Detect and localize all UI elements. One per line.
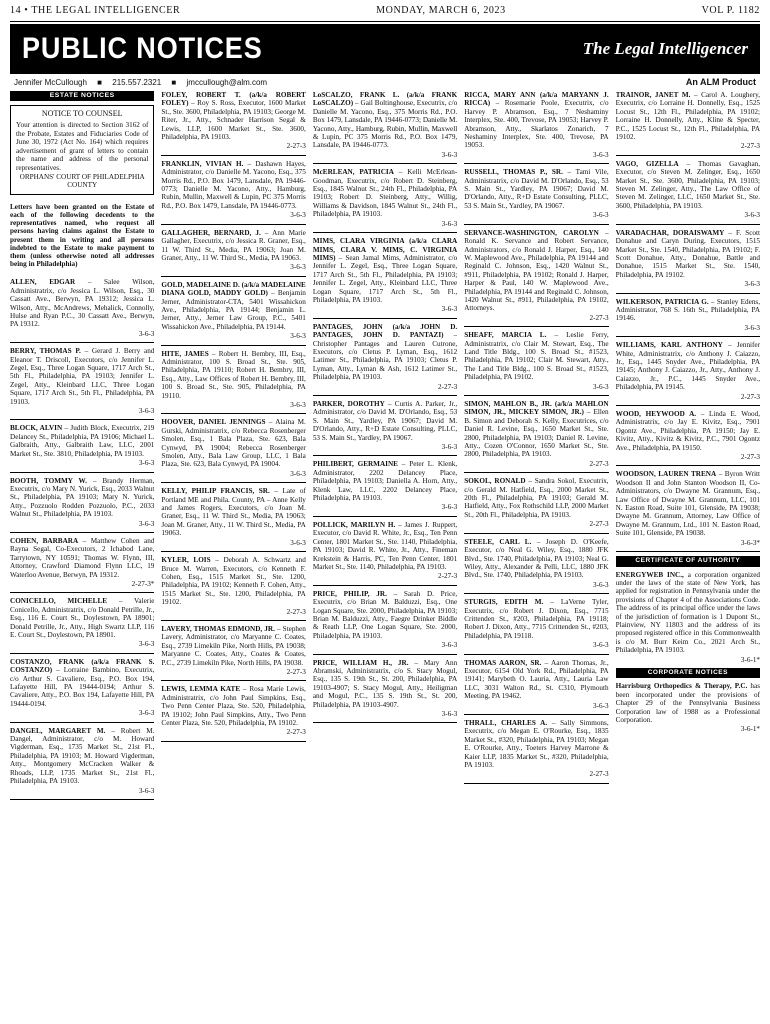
estate-entry <box>313 168 457 228</box>
estate-entry <box>313 659 457 719</box>
estate-entry <box>616 298 760 333</box>
contact-email[interactable]: jmccullough@alm.com <box>186 77 268 87</box>
entry-name: FRANKLIN, VIVIAN H. <box>161 159 244 168</box>
estate-entry <box>161 625 305 676</box>
entry-text: – Thomas Gavaghan, Executor, c/o Steven M. Zelinger, Esq., 1650 Market St., Ste. 3600, Philadelphia, PA 19103; Steven M. Zelinger, Atty., The Law Office of Steven M. Zelinger, LLC, 1650 Market St., Ste. 3600, Philadelphia, PA 19103. <box>615 159 760 210</box>
phone-icon: ■ <box>97 77 103 87</box>
entry-text: – Benjamin Jerner, Administrator-CTA, 5401 Wissahickon Ave., Philadelphia, PA 19144; Benjamin L. Jerner, Atty., Jerner Law Group, P.C., 5401 Wissahickon Ave., Philadelphia, PA 19144. <box>161 289 306 331</box>
entry-code: 2-27-3 <box>286 142 306 151</box>
entry-text: – Matthew Cohen and Rayna Segal, Co-Executors, 2 Ichabod Lane, Tarrytown, NY 10591; Thomas W. Flynn, III, Attorney, Crawford Diamond Flynn LLC, 19 Waterloo Avenue, Berwyn, PA 19312. <box>10 536 155 579</box>
entry-text: – Jennifer White, Administratrix, c/o Anthony J. Caiazzo, Jr., Esq., 1445 Snyder Ave., Philadelphia, PA 19145; Anthony J. Caiazzo, Jr., Atty., Anthony J. Caiazzo, Jr., P.C., 1445 Snyder Ave., Philadelphia, PA 19145. <box>615 341 760 392</box>
entry-code: 3-6-3 <box>593 580 609 589</box>
estate-entry <box>161 160 305 220</box>
entry-text: has been incorporated under the provisions of Chapter 29 of the Pennsylvania Business Corporation law of 1988 as a Professional Corporation. <box>615 682 760 724</box>
estate-entry <box>616 160 760 220</box>
entry-text: – Deborah A. Schwartz and Bruce M. Warren, Executors, c/o Kenneth F. Cohen, Esq., 1515 Market St., Ste. 1200, Philadelphia, PA 19102; Kenneth F. Cohen, Atty., 1515 Market St., Ste. 1200, Philadelphia, PA 19102. <box>161 556 306 607</box>
estate-entry <box>10 597 154 648</box>
entry-name: PRICE, WILLIAM H., JR. <box>312 658 409 667</box>
entry-divider <box>161 482 305 483</box>
entry-text: – Robert H. Bembry, III, Esq., Administrator, 100 S. Broad St., Ste. 905, Philadelphia, PA 19110; Robert H. Bembry, III, Esq., Atty., Law Offices of Robert H. Bembry, III, 100 S. Broad St., Ste. 905, Philadelphia, PA 19110. <box>161 349 306 400</box>
entry-text: – Valerie Conicello, Administratrix, c/o Donald Petrille, Jr., Esq., 116 E. Court St., Doylestown, PA 18901; Donald Petrille, Jr., Atty., High Swartz LLP, 116 E. Court St., Doylestown, PA 18901. <box>10 597 155 639</box>
entry-divider <box>10 653 154 654</box>
entry-name: PARKER, DOROTHY <box>312 400 385 408</box>
entry-divider <box>161 620 305 621</box>
entry-text: – Salee Wilson, Administratrix, c/o Jessica L. Wilson, Esq., 30 Cassatt Ave., Berwyn, PA 19312; Jessica L. Wilson, Atty., McAndrews, Mehalick, Connolly, Hulse and Ryan P.C., 30 Cassatt Ave., Berwyn, PA 19312. <box>10 278 155 329</box>
entry-divider <box>313 232 457 233</box>
estate-entry <box>464 400 608 468</box>
entry-code: 2-27-3 <box>589 459 609 468</box>
entry-name: HITE, JAMES <box>161 349 209 358</box>
entry-name: SOKOL, RONALD <box>464 477 526 486</box>
estate-entry <box>10 424 154 467</box>
entry-text: – LaVerne Tyler, Executrix, c/o Robert J. Dixon, Esq., 7715 Crittenden St., #203, Philadelphia, PA 19118; Robert J. Dixon, Atty., 7715 Crittenden St., #203, Philadelphia, PA 19118. <box>464 598 609 640</box>
entry-code: 2-27-3 <box>286 607 306 616</box>
entry-code: 3-6-3 <box>290 211 306 220</box>
entry-text: – Rosemarie Poole, Executrix, c/o Harvey P. Abramson, Esq., 7 Neshaminy Interplex, Ste. 400, Trevose, PA 19053; Harvey P. Abramson, Atty., Skarlatos Zonarich, 7 Neshaminy Interplex, Ste. 400, Trevose, PA 19053. <box>464 99 609 150</box>
entry-name: GALLAGHER, BERNARD, J. <box>161 228 261 237</box>
entry-divider <box>313 722 457 723</box>
entry-divider <box>10 592 154 593</box>
estate-entries <box>464 91 608 784</box>
entry-divider <box>464 783 608 784</box>
section-banner <box>10 24 760 74</box>
entry-divider <box>464 163 608 164</box>
estate-entry <box>616 91 760 151</box>
entry-divider <box>464 593 608 594</box>
column-4 <box>464 91 608 1021</box>
contact-bar <box>10 74 760 90</box>
estate-entry <box>464 331 608 391</box>
entry-name: Harrisburg Orthopedics & Therapy, P.C. <box>615 682 748 691</box>
entry-text: – Gerard J. Berry and Eleanor T. Driscoll, Executors, c/o Jennifer L. Zegel, Esq., Three Logan Square, 1717 Arch St., 5th Fl., Philadelphia, PA 19103; Jennifer L. Zegel, Atty., Kleinbard LLC, Three Logan Square, 1717 Arch St., 5th Fl., Philadelphia, PA 19103. <box>10 347 155 406</box>
entry-code: 3-6-3 <box>290 332 306 341</box>
estate-entry <box>10 727 154 795</box>
estate-entries <box>616 91 760 552</box>
entry-divider <box>161 741 305 742</box>
entry-divider <box>10 722 154 723</box>
entry-code: 2-27-3 <box>589 770 609 779</box>
entry-text: – Christopher Pantages and Lauren Cutrone, Executors, c/o Cletus P. Lyman, Esq., 1612 Latimer St., Philadelphia, PA 19103; Cletus P. Lyman, Atty., Lyman & Ash, 1612 Latimer St., Philadelphia, PA 19103. <box>312 331 458 382</box>
entry-name: ENERGYWEB INC., <box>615 570 684 579</box>
estate-intro: Letters have been granted on the Estate of each of the following decedents to the representatives named, who request all persons having claims against the Estate to present them in writing and all persons indebted to the Estate to make payment to them (unless otherwise noted all addresses being in Philadelphia) <box>10 202 155 269</box>
entry-code: 2-27-3 <box>589 520 609 529</box>
entry-name: PRICE, PHILIP, JR. <box>312 589 387 598</box>
entry-divider <box>464 224 608 225</box>
entry-code: 3-6-3 <box>744 280 760 289</box>
entry-divider <box>464 533 608 534</box>
entry-divider <box>313 395 457 396</box>
estate-entry <box>464 659 608 710</box>
entry-divider <box>616 155 760 156</box>
estate-entry <box>464 91 608 159</box>
entry-divider <box>161 413 305 414</box>
entry-divider <box>161 345 305 346</box>
estate-entry <box>464 598 608 649</box>
entry-text: – Sandra Sokol, Executrix, c/o Gerald M. Hatfield, Esq., 2000 Market St., 20th Fl., Philadelphia, PA 19103; Gerald M. Hatfield, Atty., Fox Rothschild LLP, 2000 Market St., 20th Fl., Philadelphia, PA 19103. <box>464 477 609 519</box>
entry-name: GOLD, MADELAINE D. (a/k/a MADELAINE DIANA GOLD, MADDY GOLD) <box>161 280 306 298</box>
certificate-of-authority-heading: CERTIFICATE OF AUTHORITY <box>616 556 760 566</box>
entry-name: FOLEY, ROBERT T. (a/k/a ROBERT FOLEY) <box>161 91 306 108</box>
entry-name: KYLER, LOIS <box>161 556 211 565</box>
notice-text: Your attention is directed to Section 3162 of the Probate, Estates and Fiduciaries Code of June 30, 1972 (Act No. 164) which requires advertisement of grant of letters to contain the name and address of the personal representatives. <box>16 121 149 172</box>
entry-code: 3-6-3 <box>441 219 458 228</box>
entry-code: 2-27-3 <box>740 142 760 151</box>
entry-divider <box>313 516 457 517</box>
estate-entry <box>161 418 305 478</box>
entry-name: VAGO, GIZELLA <box>615 159 679 168</box>
entry-name: HOOVER, DANIEL JENNINGS <box>161 418 266 427</box>
entry-code: 3-6-1* <box>740 725 760 734</box>
entry-divider <box>10 799 154 800</box>
entry-code: 3-6-3 <box>290 538 306 547</box>
page-header <box>10 0 760 22</box>
publication-logo: The Legal Intelligencer <box>582 39 748 58</box>
entry-text: – Dashawn Hayes, Administrator, c/o Danielle M. Yacono, Esq., 375 Morris Rd., P.O. Box 1479, Lansdale, PA 19446-0773; Danielle M. Yacono, Atty., Hamburg, Rubin, Mullin, Maxwell & Lupin, PC 375 Morris Rd., P.O. Box 1479, Lansdale, PA 19446-0773. <box>161 159 306 210</box>
estate-entry <box>464 168 608 219</box>
entry-text: – Sally Simmons, Executrix, c/o Megan E. O'Rourke, Esq., 1835 Market St., #320, Philadelphia, PA 19103; Megan E. O'Rourke, Atty., Toeters Harvey Marrone & Kaier LLP, 1835 Market St., #320, Philadelphia, PA 19103. <box>464 719 609 770</box>
section-title: PUBLIC NOTICES <box>22 32 263 65</box>
entry-name: COHEN, BARBARA <box>10 536 79 545</box>
entry-name: McERLEAN, PATRICIA <box>312 168 394 177</box>
entry-divider <box>161 680 305 681</box>
entry-name: BOOTH, TOMMY W. <box>10 476 87 485</box>
entry-divider <box>464 714 608 715</box>
estate-entries <box>10 278 154 800</box>
entry-divider <box>616 336 760 337</box>
entry-name: LoSCALZO, FRANK L. (a/k/a FRANK LoSCALZO) <box>312 91 458 108</box>
entry-code: 2-27-3 <box>438 382 458 391</box>
entry-name: KELLY, PHILIP FRANCIS, SR. <box>161 487 270 496</box>
entry-text: – Peter L. Klenk, Administrator, 2202 Delancey Place, Philadelphia, PA 19103; Daniella A. Horn, Atty., Klenk Law, LLC, 2202 Delancey Place, Philadelphia, PA 19103. <box>312 460 458 503</box>
estate-entry <box>616 229 760 289</box>
entry-code: 3-6-3 <box>593 211 609 220</box>
estate-entry <box>10 537 154 588</box>
entry-text: a corporation organized under the laws of the state of New York, has applied for registration in Pennsylvania under the provisions of Chapter 4 of the Associations Code. The address of its principal office under the laws of the jurisdiction of formation is 1 Dupont St., Plainview, NY 11803 and the address of its proposed registered office in this Commonwealth is c/o M. Burr Keim Co., 2021 Arch St., Philadelphia, PA 19103. <box>615 570 760 655</box>
entry-text: – Mary Ann Abramski, Administratrix, c/o S. Stacy Mogul, Esq., 135 S. 19th St., St. 200, Philadelphia, PA 19103-4907; S. Stacy Mogul, Atty., Heiligman and Mogul, P.C., 135 S. 19th St., St. 200, Philadelphia, PA 19103-4907. <box>312 658 458 709</box>
entry-code: 2-27-3 <box>438 572 458 581</box>
entry-text: – Byron Writt Woodson II and John Stanton Woodson II, Co-Administrators, c/o Dwayne M. Grannum, Esq., Law Office of Dwayne M. Grannum, LLC, 101 N. Easton Road, Suite 101, Glenside, PA 19038; Dwayne M. Grannum, Attorney, Law Office of Dwayne M. Grannum, Ltd., 101 N. Easton Road, Suite 101, Glenside, PA 19038. <box>615 470 760 538</box>
entry-name: BERRY, THOMAS P. <box>10 347 81 356</box>
entry-divider <box>313 455 457 456</box>
entry-name: STEELE, CARL L. <box>464 537 532 546</box>
entry-text: – Stephen Lavery, Administrator, c/o Maryanne C. Coates, Esq., 2739 Limekiln Pike, North Hills, PA 19038; Maryanne C. Coates, Atty., Coates & Coates, P.C., 2739 Limekiln Pike, North Hills, PA 19038. <box>161 624 306 667</box>
estate-entry <box>10 347 154 415</box>
entry-code: 3-6-3 <box>441 710 458 718</box>
estate-entry <box>161 685 305 736</box>
estate-entry <box>161 556 305 616</box>
entry-code: 3-6-3 <box>593 701 609 710</box>
estate-entry <box>161 281 305 341</box>
estate-entry <box>161 350 305 410</box>
entry-text: – Rosa Marie Lewis, Administratrix, c/o John Paul Simpkins, Esq., Two Penn Center Plaza, Ste. 520, Philadelphia, PA 19102; John Paul Simpkins, Atty., Two Penn Center Plaza, Ste. 520, Philadelphia, PA 19102. <box>161 685 306 727</box>
entry-divider <box>161 276 305 277</box>
estate-entry <box>616 410 760 461</box>
entry-name: ALLEN, EDGAR <box>10 278 76 287</box>
entry-divider <box>464 654 608 655</box>
email-icon: ■ <box>171 77 177 87</box>
entry-divider <box>464 472 608 473</box>
entry-divider <box>616 224 760 225</box>
entry-code: 2-27-3 <box>286 728 306 737</box>
entry-name: THRALL, CHARLES A. <box>464 719 548 727</box>
contact-name: Jennifer McCullough <box>14 77 87 87</box>
column-2 <box>161 91 305 1021</box>
entry-text: – F. Scott Donahue and Caryn During, Executors, 1515 Market St., Ste. 1540, Philadelphia, PA 19102; F. Scott Donahue, Atty., Donahue, Battle and Donahue, 1515 Market St., Ste. 1540, Philadelphia, PA 19102. <box>615 228 760 279</box>
estate-entry <box>313 460 457 511</box>
entry-text: – Brandy Herman, Executrix, c/o Mary N. Yurick, Esq., 2033 Walnut St., Philadelphia, PA 19103; Mary N. Yurick, Atty., Pozzuolo Rodden Pozzuolo, P.C., 2033 Walnut St., Philadelphia, PA 19103. <box>10 476 155 519</box>
entry-code: 3-6-3 <box>138 709 155 718</box>
entry-divider <box>616 551 760 552</box>
entry-name: PHILIBERT, GERMAINE <box>312 460 398 469</box>
entry-text: – Roy S. Ross, Executor, 1600 Market St., Ste. 3600, Philadelphia, PA 19103; George M. Riter, Jr., Atty., Schnader Harrison Segal & Lewis, LLP, 1600 Market St., Ste. 3600, Philadelphia, PA 19103. <box>161 99 306 142</box>
entry-name: TRAINOR, JANET M. <box>615 91 691 99</box>
entry-name: POLLICK, MARILYN H. <box>312 520 396 529</box>
entry-name: BLOCK, ALVIN <box>10 424 63 433</box>
entry-divider <box>313 163 457 164</box>
entry-text: – Aaron Thomas, Jr., Executor, 6154 Old York Rd., Philadelphia, PA 19141; Marybeth O. Lauria, Atty., Lauria Law LLC, 3031 Walton Rd., St. C310, Plymouth Meeting, PA 19462. <box>464 658 609 701</box>
entry-divider <box>464 395 608 396</box>
entry-code: 3-6-3 <box>441 305 458 314</box>
entry-divider <box>161 224 305 225</box>
estate-entry <box>616 470 760 547</box>
entry-text: – Sean Jamal Mims, Administrator, c/o Jennifer L. Zegel, Esq., Three Logan Square, 1717 Arch St., 5th Fl., Philadelphia, PA 19103; Jennifer L. Zegel, Atty., Kleinbard LLC, Three Logan Square, 1717 Arch St., 5th Fl., Philadelphia, PA 19103. <box>312 253 458 304</box>
entry-code: 3-6-3 <box>744 211 760 220</box>
entry-divider <box>10 472 154 473</box>
entry-divider <box>464 326 608 327</box>
estate-entry <box>10 278 154 338</box>
estate-entry <box>313 590 457 650</box>
entry-text: – Kelli McErlean-Goodman, Executrix, c/o Robert D. Steinberg, Esq., 1845 Walnut St., 24th Fl., Philadelphia, PA 19103; Robert D. Steinberg, Atty., Willig, Williams & Davidson, 1845 Walnut St., 24th Fl., Philadelphia, PA 19103. <box>312 168 458 219</box>
entry-code: 3-6-3 <box>441 443 458 452</box>
entry-text: – Robert M. Dangel, Administrator, c/o M. Howard Vigderman, Esq., 1735 Market St., 21st Fl., Philadelphia, PA 19103; M. Howard Vigderman, Atty., Montgomery McCracken Walker & Rhoads, LLP, 1735 Market St., 21st Fl., Philadelphia, PA 19103. <box>10 726 155 786</box>
entry-code: 3-6-3 <box>593 150 609 159</box>
entry-name: SIMON, MAHLON B., JR. (a/k/a MAHLON SIMON, JR., MICKEY SIMON, JR.) <box>464 400 609 417</box>
column-3 <box>313 91 457 1021</box>
notice-to-counsel-box <box>10 105 154 194</box>
entry-name: SHEAFF, MARCIA L. <box>464 331 547 340</box>
entry-code: 3-6-3 <box>290 469 306 478</box>
issue-date: MONDAY, MARCH 6, 2023 <box>376 5 506 16</box>
entry-name: COSTANZO, FRANK (a/k/a FRANK S. COSTANZO) <box>10 657 155 675</box>
page-number-publication: 14 • THE LEGAL INTELLIGENCER <box>10 5 181 16</box>
entry-code: 3-6-3 <box>138 459 155 468</box>
entry-text: – James J. Ruppert, Executor, c/o David R. White, Jr., Esq., Ten Penn Center, 1801 Market St., Ste. 1140, Philadelphia, PA 19103; David R. White, Jr., Atty., Fineman Krekstein & Harris, PC, Ten Penn Center, 1801 Market St., Ste. 1140, Philadelphia, PA 19103. <box>312 520 458 571</box>
entry-code: 3-6-3* <box>740 538 760 547</box>
entry-name: RICCA, MARY ANN (a/k/a MARYANN J. RICCA) <box>464 91 609 108</box>
entry-divider <box>161 551 305 552</box>
entry-name: VARADACHAR, DORAISWAMY <box>615 228 725 237</box>
entry-code: 3-6-3 <box>138 519 155 528</box>
entry-divider <box>313 585 457 586</box>
estate-entry <box>161 487 305 547</box>
entry-text: – Stanley Edens, Administrator, 768 S. 16th St., Philadelphia, PA 19146. <box>615 297 760 323</box>
entry-text: – Tami Vile, Administratrix, c/o David M. D'Orlando, Esq., 53 S. Main St., Yardley, PA 19067; David M. D'Orlando, Atty., R+D Estate Consulting, PLLC, 53 S. Main St., Yardley, PA 19067. <box>464 168 609 210</box>
entry-divider <box>10 419 154 420</box>
entry-name: CONICELLO, MICHELLE <box>10 597 108 606</box>
entry-name: LEWIS, LEMMA KATE <box>161 685 241 694</box>
entry-text: – Leslie Ferry, Administratrix, c/o Clair M. Stewart, Esq., The Land Title Bldg., 100 S. Broad St., #1523, Philadelphia, PA 19102; Clair M. Stewart, Atty., The Land Title Bldg., 100 S. Broad St., #1523, Philadelphia, PA 19102. <box>464 331 609 382</box>
entry-divider <box>10 342 154 343</box>
volume-page: VOL P. 1182 <box>701 5 760 16</box>
entry-divider <box>616 293 760 294</box>
entry-name: WOOD, HEYWOOD A. <box>615 410 697 418</box>
entry-name: DANGEL, MARGARET M. <box>10 726 106 735</box>
corporate-notices-heading: CORPORATE NOTICES <box>616 668 760 678</box>
entry-text: – Ellen B. Simon and Deborah S. Kelly, Executrices, c/o Daniel R. Levine, Esq., 1650 Market St., Ste. 2800, Philadelphia, PA 19103; Daniel R. Levine, Atty., Cozen O'Connor, 1650 Market St., Ste. 2800, Philadelphia, PA 19103. <box>464 408 609 459</box>
entry-text: – Joseph D. O'Keefe, Executor, c/o Neal G. Wiley, Esq., 1880 JFK Blvd., Ste. 1740, Philadelphia, PA 19103; Neal G. Wiley, Atty., Alexander & Pelli, LLC, 1880 JFK Blvd., Ste. 1740, Philadelphia, PA 19103. <box>464 537 609 580</box>
entry-code: 3-6-3 <box>138 329 155 338</box>
entry-name: STURGIS, EDITH M. <box>464 598 544 607</box>
entry-divider <box>313 318 457 319</box>
entry-code: 2-27-3 <box>740 392 760 401</box>
entry-text: – Carol A. Loughery, Executrix, c/o Lorraine H. Donnelly, Esq., 1525 Locust St., 12th Fl., Philadelphia, PA 19102; Lorraine H. Donnelly, Atty., Kline & Specter, P.C., 1525 Locust St., 12th Fl., Philadelphia, PA 19102. <box>615 91 760 142</box>
entry-code: 2-27-3 <box>286 667 306 676</box>
entry-code: 3-6-3 <box>593 382 609 391</box>
corporate-entry <box>616 682 760 733</box>
entry-divider <box>313 654 457 655</box>
entry-name: WOODSON, LAUREN TRENA <box>615 470 717 479</box>
entry-code: 3-6-3 <box>290 263 306 272</box>
entry-code: 3-6-3 <box>441 503 458 512</box>
entry-code: 3-6-3 <box>593 641 609 650</box>
notice-court: ORPHANS' COURT OF PHILADELPHIA COUNTY <box>19 172 145 190</box>
estate-entry <box>10 658 154 718</box>
entry-name: PANTAGES, JOHN (a/k/a JOHN D. PANTAGES, JOHN D. PANTAZI) <box>312 322 458 340</box>
entry-text: – Lorraine Bambino, Executrix, c/o Arthur S. Cavaliere, Esq., P.O. Box 194, Lafayette Hill, PA 19444-0194; Arthur S. Cavaliere, Atty., P.O. Box 194, Lafayette Hill, PA 19444-0194. <box>10 666 155 708</box>
estate-entries <box>313 91 457 723</box>
entry-code: 2-27-3* <box>131 579 155 588</box>
estate-entry <box>464 538 608 589</box>
estate-entry <box>464 719 608 779</box>
entry-code: 3-6-3 <box>744 323 760 332</box>
entry-divider <box>616 465 760 466</box>
notice-columns <box>10 91 760 1021</box>
entry-code: 3-6-3 <box>138 407 155 416</box>
estate-entry <box>161 91 305 151</box>
entry-text: – Ann Marie Gallagher, Executrix, c/o Jessica R. Graner, Esq., 11 W. Third St., Media, PA 19063; Joan M. Graner, Atty., 11 W. Third St., Media, PA 19063. <box>161 228 306 262</box>
entry-divider <box>616 405 760 406</box>
entry-name: SERVANCE-WASHINGTON, CAROLYN <box>464 228 599 237</box>
estate-entry <box>10 477 154 528</box>
entry-text: – Sarah D. Price, Executrix, c/o Brian M. Balduzzi, Esq., One Logan Square, Ste. 2000, Philadelphia, PA 19103; Brian M. Balduzzi, Atty., Faegre Drinker Biddle & Reath LLP, One Logan Square, Ste. 2000, Philadelphia, PA 19103. <box>312 589 458 640</box>
entry-text: – Ronald K. Servance and Robert Servance, Administrators, c/o Ronald J. Harper, Esq., 140 W. Maplewood Ave., Philadelphia, PA 19144 and Reginald C. Johnson, Esq., 1420 Walnut St., #911, Philadelphia, PA 19102; Ronald J. Harper, Harper & Paul, 140 W. Maplewood Ave., Philadelphia, PA 19144 and Reginald C. Johnson, 1420 Walnut St., #911, Philadelphia, PA 19102, Attorneys. <box>464 228 609 313</box>
estate-entry <box>313 323 457 391</box>
entry-name: RUSSELL, THOMAS P., SR. <box>464 168 563 177</box>
estate-entries <box>161 91 305 742</box>
alm-product-logo: An ALM Product <box>685 77 756 87</box>
entry-divider <box>161 155 305 156</box>
entry-text: – Late of Portland ME and Phila. County, PA – Anne Kelly and James Rogers, Executors, c/o Joan M. Graner, Esq., 11 W. Third St., Media, PA 19063; Joan M. Graner, Atty., 11 W. Third St., Media, PA 19063. <box>161 487 306 538</box>
estate-entry <box>313 521 457 581</box>
column-1 <box>10 91 154 1021</box>
estate-entry <box>313 237 457 314</box>
entry-code: 3-6-3 <box>138 640 155 649</box>
entry-code: 2-27-3 <box>589 313 609 322</box>
estate-notices-heading: ESTATE NOTICES <box>10 91 154 101</box>
entry-text: – Alaina M. Gurski, Administratrix, c/o Rebecca Rosenberger Smolen, Esq., 1 Bala Plaza, Ste. 623, Bala Cynwyd, PA 19004; Rebecca Rosenberger Smolen, Atty., Bala Law Group, LLC, 1 Bala Plaza, Ste. 623, Bala Cynwyd, PA 19004. <box>161 418 306 469</box>
entry-divider <box>10 532 154 533</box>
entry-text: – Linda E. Wood, Administratrix, c/o Jay E. Kivitz, Esq., 7901 Ogontz Ave., Philadelphia, PA 19150; Jay E. Kivitz, Atty., Kivitz & Kivitz, P.C., 7901 Ogontz Ave., Philadelphia, PA 19150. <box>615 410 760 452</box>
entry-name: WILKERSON, PATRICIA G. <box>615 297 709 306</box>
entry-text: – Curtis A. Parker, Jr., Administrator, c/o David M. D'Orlando, Esq., 53 S. Main St., Yardley, PA 19067; David M. D'Orlando, Atty., R+D Estate Consulting, PLLC, 53 S. Main St., Yardley, PA 19067. <box>312 400 458 442</box>
estate-entry <box>161 229 305 272</box>
entry-name: MIMS, CLARA VIRGINIA (a/k/a CLARA MIMS, CLARA V. MIMS, C. VIRGINIA MIMS) <box>312 237 458 262</box>
entry-code: 3-6-3 <box>441 150 458 159</box>
estate-entry <box>313 400 457 451</box>
entry-name: THOMAS AARON, SR. <box>464 658 542 667</box>
notice-title: NOTICE TO COUNSEL <box>41 109 123 119</box>
entry-code: 3-6-1* <box>740 655 760 664</box>
entry-text: – Judith Block, Executrix, 219 Delancey St., Philadelphia, PA 19106; Michael L. Galbraith, Atty., Galbraith Law, LLC, 2001 Market St., Ste. 3810, Philadelphia, PA 19103. <box>10 424 155 458</box>
entry-name: WILLIAMS, KARL ANTHONY <box>615 341 723 350</box>
estate-entry <box>464 229 608 322</box>
contact-phone: 215.557.2321 <box>112 77 162 87</box>
entry-name: LAVERY, THOMAS EDMOND, JR. <box>161 624 275 633</box>
estate-entry <box>464 477 608 528</box>
entry-code: 3-6-3 <box>290 401 306 409</box>
entry-text: – Gail Boltinghouse, Executrix, c/o Danielle M. Yacono, Esq., 375 Morris Rd., P.O. Box 1479, Lansdale, PA 19446-0773; Danielle M. Yacono, Atty., Hamburg, Rubin, Mullin, Maxwell & Lupin, PC 375 Morris Rd., P.O. Box 1479, Lansdale, PA 19446-0773. <box>312 99 458 150</box>
entry-code: 3-6-3 <box>441 641 458 650</box>
entry-code: 3-6-3 <box>138 786 155 795</box>
estate-entry <box>616 341 760 401</box>
certificate-entry <box>616 571 760 664</box>
estate-entry <box>313 91 457 159</box>
entry-code: 2-27-3 <box>740 453 760 462</box>
column-5 <box>616 91 760 1021</box>
